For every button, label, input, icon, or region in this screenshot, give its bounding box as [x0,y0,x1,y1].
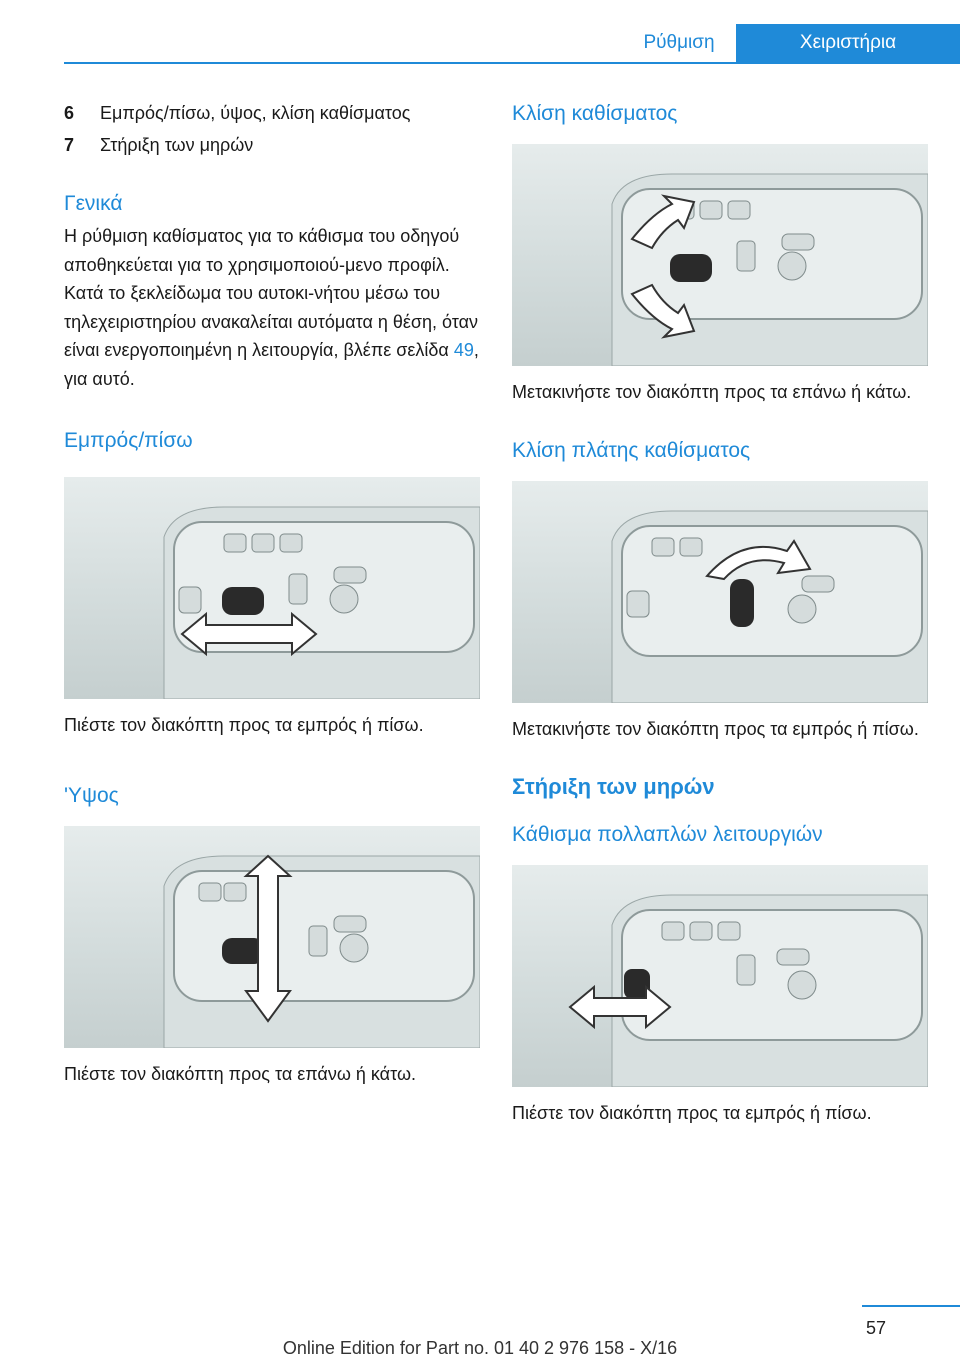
seat-switch-drawing [512,865,928,1087]
page-number: 57 [865,1318,886,1338]
height-heading: 'Υψος [64,783,119,807]
footer-rule [862,1305,960,1307]
left-column [64,100,480,1088]
header-section-tab[interactable]: Ρύθμιση [643,32,715,53]
fore-aft-heading: Εμπρός/πίσω [64,429,193,452]
height-caption: Πιέστε τον διακόπτη προς τα επάνω ή κάτω. [64,1063,417,1084]
multi-illustration [512,865,928,1087]
seat-switch-drawing [512,481,928,703]
backrest-caption: Μετακινήστε τον διακόπτη προς τα εμπρός ή πίσω. [512,718,919,739]
tilt-illustration [512,144,928,366]
general-heading: Γενικά [64,192,123,215]
fore-aft-illustration [64,477,480,699]
multi-caption: Πιέστε τον διακόπτη προς τα εμπρός ή πίσω. [512,1103,872,1123]
tilt-caption: Μετακινήστε τον διακόπτη προς τα επάνω ή κάτω. [512,382,912,402]
item-text: Στήριξη των μηρών [100,135,254,155]
thigh-heading: Στήριξη των μηρών [512,774,715,799]
fore-aft-caption: Πιέστε τον διακόπτη προς τα εμπρός ή πίσω. [64,715,424,735]
edition-footer: Online Edition for Part no. 01 40 2 976 158 - X/16 [282,1338,678,1358]
backrest-heading: Κλίση πλάτης καθίσματος [512,438,751,462]
header-rule [64,62,960,64]
item-text: Εμπρός/πίσω, ύψος, κλίση καθίσματος [100,103,411,123]
tilt-heading: Κλίση καθίσματος [512,102,678,125]
item-number: 6 [64,103,75,123]
right-column [512,100,928,1128]
backrest-illustration [512,481,928,703]
multi-heading: Κάθισμα πολλαπλών λειτουργιών [512,823,823,846]
item-number: 7 [64,135,75,155]
height-illustration [64,826,480,1048]
seat-switch-drawing [64,826,480,1048]
list-item [64,132,480,158]
list-item [64,100,480,126]
header-chapter-tab[interactable]: Χειριστήρια [736,24,960,62]
seat-switch-drawing [64,477,480,699]
seat-switch-drawing [512,144,928,366]
page-link[interactable]: 49 [453,340,474,360]
general-paragraph: Η ρύθμιση καθίσματος για το κάθισμα του οδηγού αποθηκεύεται για το χρησιμοποιού-μενο προφίλ. Κατά το ξεκλείδωμα του αυτοκι-νήτου μέσω του τηλεχειριστηρίου ανακαλείται αυτόματα η θέση, όταν είναι ενεργοποιημένη η λειτουργία, βλέπε σελίδα 49, για αυτό. [64,226,479,389]
